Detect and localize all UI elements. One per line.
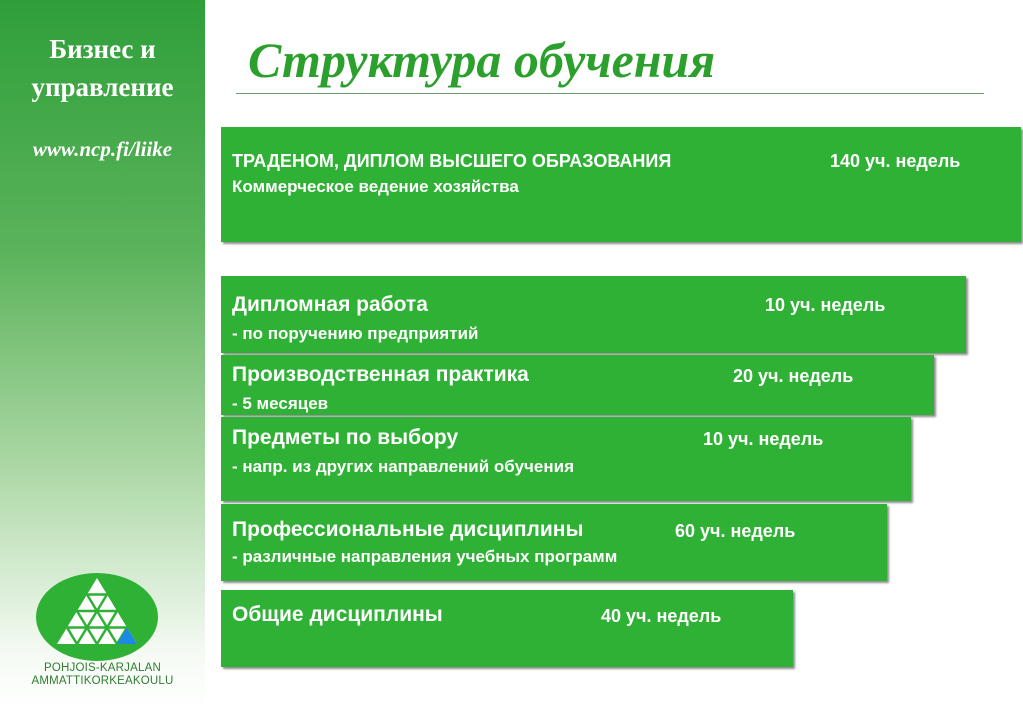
- professional-title: Профессиональные дисциплины: [232, 518, 584, 541]
- professional-weeks: 60 уч. недель: [675, 521, 796, 541]
- sidebar-url[interactable]: www.ncp.fi/liike: [32, 137, 173, 161]
- degree-weeks: 140 уч. недель: [830, 151, 961, 171]
- electives-title: Предметы по выбору: [232, 426, 459, 449]
- degree-subtitle: Коммерческое ведение хозяйства: [232, 177, 519, 196]
- degree-title: ТРАДЕНОМ, ДИПЛОМ ВЫСШЕГО ОБРАЗОВАНИЯ: [232, 151, 672, 171]
- title-divider: [236, 93, 984, 94]
- sidebar-title: [0, 30, 205, 106]
- thesis-subtitle: - по поручению предприятий: [232, 324, 479, 343]
- general-block: [221, 590, 793, 667]
- electives-weeks: 10 уч. недель: [703, 429, 824, 449]
- thesis-weeks: 10 уч. недель: [765, 295, 886, 315]
- practice-title: Производственная практика: [232, 363, 529, 386]
- logo-caption-line1: POHJOIS-KARJALAN: [44, 662, 161, 674]
- logo-caption-line2: AMMATTIKORKEAKOULU: [31, 675, 174, 687]
- university-logo-icon: [35, 572, 159, 662]
- general-weeks: 40 уч. недель: [601, 606, 722, 626]
- degree-block: [221, 127, 1021, 242]
- general-title: Общие дисциплины: [232, 603, 443, 626]
- electives-block: [221, 417, 911, 501]
- practice-subtitle: - 5 месяцев: [232, 394, 329, 413]
- page-title: Структура обучения: [248, 32, 716, 88]
- professional-block: [221, 504, 887, 581]
- thesis-block: [221, 276, 966, 353]
- sidebar-title-line2: управление: [31, 72, 174, 102]
- thesis-title: Дипломная работа: [232, 293, 428, 316]
- practice-weeks: 20 уч. недель: [733, 366, 854, 386]
- logo-caption: [0, 662, 205, 688]
- sidebar: [0, 0, 205, 708]
- sidebar-title-line1: Бизнес и: [49, 34, 156, 64]
- electives-subtitle: - напр. из других направлений обучения: [232, 457, 575, 476]
- professional-subtitle: - различные направления учебных программ: [232, 547, 618, 566]
- practice-block: [221, 355, 934, 415]
